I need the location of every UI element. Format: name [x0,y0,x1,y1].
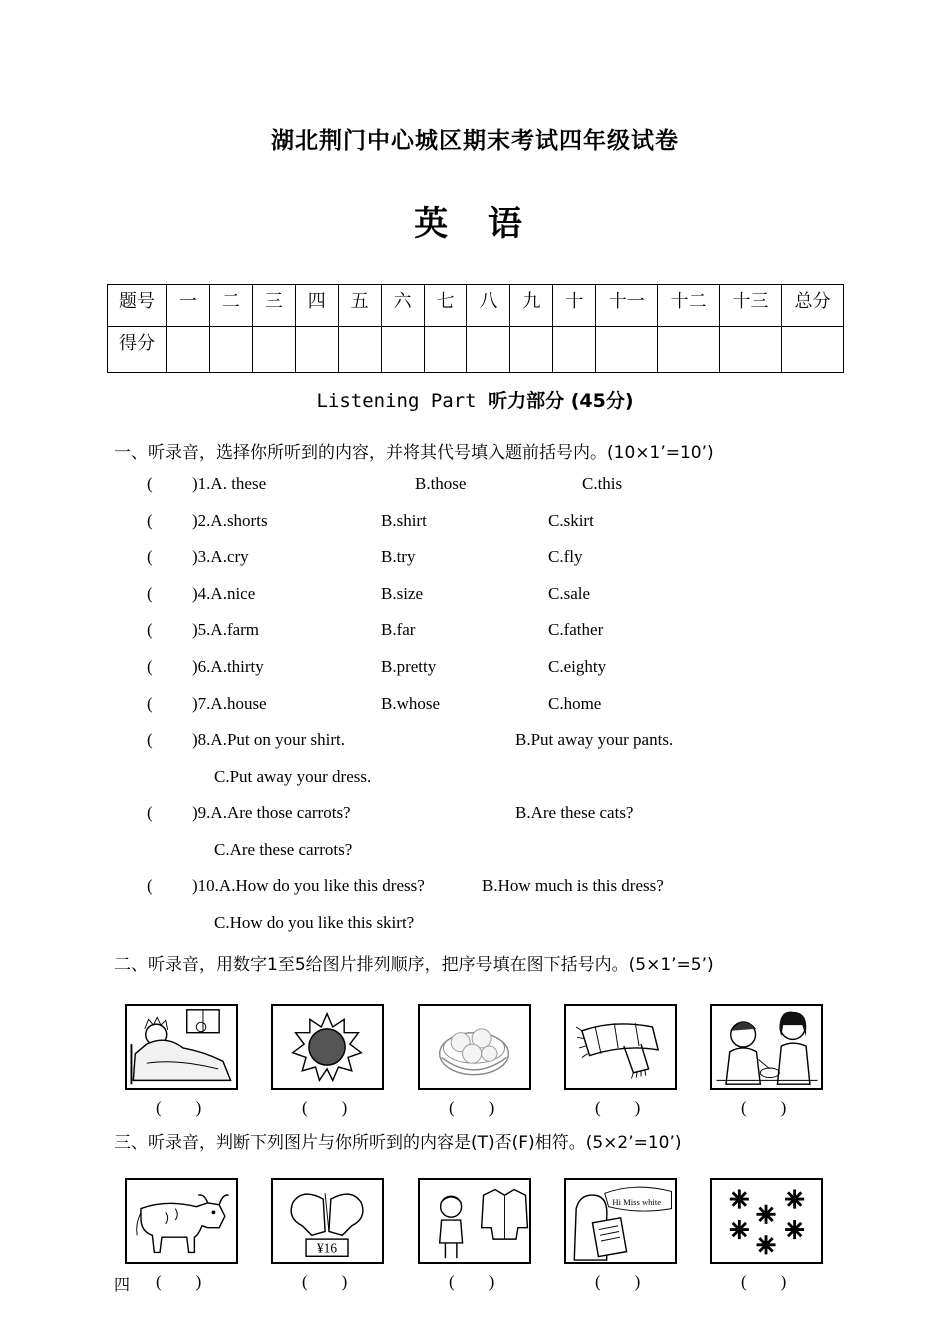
answer-paren[interactable]: ( [147,474,153,493]
question-option-a: )4.A.nice [192,584,256,603]
price-tag-text: ¥16 [317,1240,338,1256]
question-option-b: B.far [381,620,416,639]
sun-illustration [273,1006,382,1088]
picture-gloves [271,1178,384,1264]
score-cell: 九 [510,285,553,327]
question-option-a: )6.A.thirty [192,657,264,676]
picture-answer-blank[interactable]: ( ) [595,1272,641,1291]
picture-answer-blank[interactable]: ( ) [302,1098,348,1117]
question-option-c: C.father [548,620,604,639]
steamed-buns-illustration [420,1006,529,1088]
answer-paren[interactable]: ( [147,730,153,749]
score-cell: 十 [553,285,596,327]
score-row-label: 得分 [108,327,167,373]
question-option-b: B.size [381,584,424,603]
score-input-cell[interactable] [658,327,720,373]
picture-boy-in-bed [125,1004,238,1090]
question-option-a: )3.A.cry [192,547,249,566]
answer-paren[interactable]: ( [147,511,153,530]
picture-answer-blank[interactable]: ( ) [741,1098,787,1117]
picture-answer-blank[interactable]: ( ) [595,1098,641,1117]
question-option-a: )2.A.shorts [192,511,268,530]
boy-and-jacket-illustration [420,1180,529,1262]
question-option-c: C.fly [548,547,583,566]
snowflakes-illustration [712,1180,821,1262]
score-cell: 六 [381,285,424,327]
question-option-a: )5.A.farm [192,620,260,639]
picture-answer-blank[interactable]: ( ) [302,1272,348,1291]
question-option-c: C.Put away your dress. [214,767,372,786]
question-option-c: C.eighty [548,657,607,676]
subject-title: 英 语 [414,204,536,244]
picture-girl-reading [564,1178,677,1264]
page-marker: 四 [114,1275,131,1294]
question-option-b: B.How much is this dress? [482,876,664,895]
gloves-illustration [273,1180,382,1262]
question-option-b: B.shirt [381,511,427,530]
section1-heading: 一、听录音，选择你所听到的内容，并将其代号填入题前括号内。(10×1’=10’) [114,443,714,463]
listening-part-heading [0,386,950,413]
section2-heading: 二、听录音，用数字1至5给图片排列顺序，把序号填在图下括号内。(5×1’=5’) [114,955,714,975]
speech-bubble-text: Hi Miss white [612,1196,662,1207]
picture-scarf [564,1004,677,1090]
section3-heading: 三、听录音，判断下列图片与你所听到的内容是(T)否(F)相符。(5×2’=10’) [114,1133,682,1153]
score-input-cell[interactable] [338,327,381,373]
score-header-row [108,285,844,327]
score-input-cell[interactable] [209,327,252,373]
score-cell: 八 [467,285,510,327]
question-option-b: B.Are these cats? [515,803,634,822]
kids-eating-illustration [712,1006,821,1088]
score-input-cell[interactable] [252,327,295,373]
score-cell: 四 [295,285,338,327]
question-option-b: B.those [415,474,467,493]
score-input-cell[interactable] [553,327,596,373]
score-input-cell[interactable] [467,327,510,373]
answer-paren[interactable]: ( [147,694,153,713]
answer-paren[interactable]: ( [147,620,153,639]
exam-title: 湖北荆门中心城区期末考试四年级试卷 [271,128,679,154]
cow-illustration [127,1180,236,1262]
question-option-a: )9.A.Are those carrots? [192,803,351,822]
picture-cow [125,1178,238,1264]
score-cell: 十一 [596,285,658,327]
question-option-a: )1.A. these [192,474,267,493]
score-input-cell[interactable] [510,327,553,373]
score-table [107,284,844,373]
scarf-illustration [566,1006,675,1088]
girl-reading-illustration [566,1180,675,1262]
question-option-b: B.try [381,547,416,566]
score-input-cell[interactable] [720,327,782,373]
question-option-c: C.Are these carrots? [214,840,353,859]
picture-steamed-buns [418,1004,531,1090]
answer-paren[interactable]: ( [147,657,153,676]
score-input-cell[interactable] [781,327,843,373]
score-input-cell[interactable] [596,327,658,373]
answer-paren[interactable]: ( [147,584,153,603]
picture-sun [271,1004,384,1090]
score-cell: 十二 [658,285,720,327]
answer-paren[interactable]: ( [147,547,153,566]
boy-in-bed-illustration [127,1006,236,1088]
picture-answer-blank[interactable]: ( ) [156,1272,202,1291]
listening-part-cn: 听力部分 (45分) [488,390,634,412]
score-input-cell[interactable] [381,327,424,373]
question-option-a: )7.A.house [192,694,267,713]
question-option-c: C.sale [548,584,591,603]
score-value-row [108,327,844,373]
picture-snowflakes [710,1178,823,1264]
picture-answer-blank[interactable]: ( ) [449,1098,495,1117]
score-cell: 十三 [720,285,782,327]
score-input-cell[interactable] [295,327,338,373]
score-cell: 三 [252,285,295,327]
question-option-c: C.skirt [548,511,594,530]
score-input-cell[interactable] [424,327,467,373]
score-cell: 五 [338,285,381,327]
question-option-c: C.this [582,474,623,493]
picture-kids-eating [710,1004,823,1090]
question-option-b: B.Put away your pants. [515,730,674,749]
score-cell: 二 [209,285,252,327]
question-option-a: )10.A.How do you like this dress? [192,876,425,895]
answer-paren[interactable]: ( [147,876,153,895]
question-option-b: B.whose [381,694,441,713]
score-cell: 总分 [781,285,843,327]
question-option-c: C.home [548,694,602,713]
picture-answer-blank[interactable]: ( ) [741,1272,787,1291]
answer-paren[interactable]: ( [147,803,153,822]
score-input-cell[interactable] [166,327,209,373]
question-option-c: C.How do you like this skirt? [214,913,415,932]
picture-boy-and-jacket [418,1178,531,1264]
question-option-a: )8.A.Put on your shirt. [192,730,345,749]
score-cell: 一 [166,285,209,327]
score-cell: 七 [424,285,467,327]
listening-part-en: Listening Part [316,390,477,412]
picture-answer-blank[interactable]: ( ) [156,1098,202,1117]
question-option-b: B.pretty [381,657,437,676]
picture-answer-blank[interactable]: ( ) [449,1272,495,1291]
score-cell: 题号 [108,285,167,327]
